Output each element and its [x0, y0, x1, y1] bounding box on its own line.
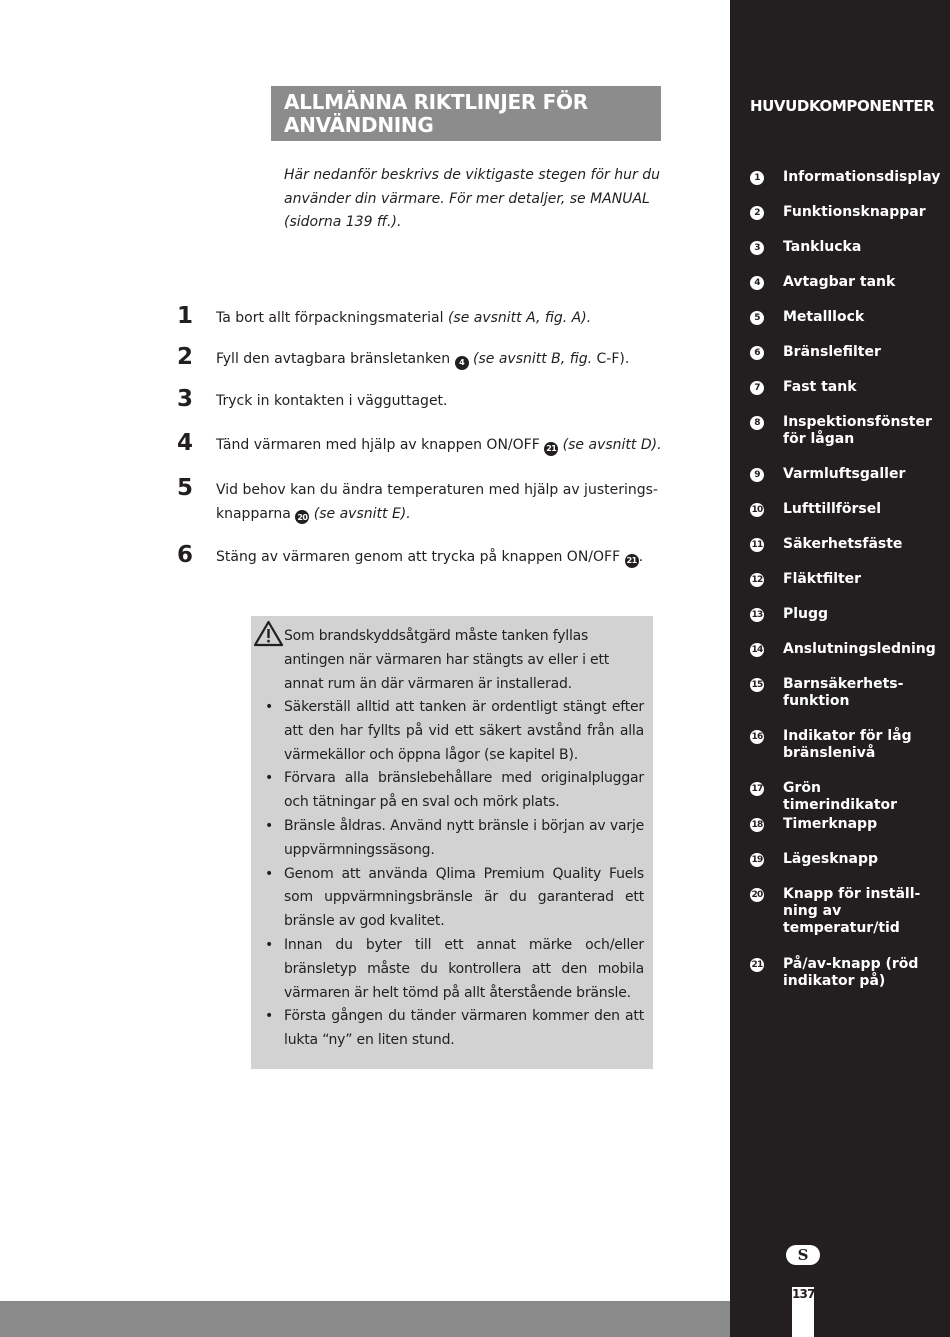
warning-bullet: • Innan du byter till ett annat märke och/eller bränsletyp måste du kontrollera att den mobila värmaren är helt tömd på allt återstående bränsle. — [284, 934, 644, 1005]
component-number-badge: 5 — [750, 311, 764, 325]
warning-bullet: • Första gången du tänder värmaren kommer den att lukta “ny” en liten stund. — [284, 1005, 644, 1053]
component-number-badge: 15 — [751, 680, 763, 690]
component-label: Informationsdisplay — [783, 169, 941, 185]
components-sidebar — [730, 0, 950, 1337]
component-ref-badge: 21 — [544, 442, 558, 456]
component-item — [750, 728, 950, 762]
warning-intro: Som brandskyddsåtgärd måste tanken fyllas antingen när värmaren har stängts av eller i ett annat rum än där värmaren är installerad. — [284, 628, 610, 692]
title-box — [271, 86, 661, 141]
component-label: Inspektionsfönster för lågan — [783, 414, 932, 447]
step-number: 5 — [177, 475, 194, 501]
warning-bullet: • Förvara alla bränslebehållare med originalpluggar och tätningar på en sval och mörk plats. — [284, 767, 644, 815]
component-label: Plugg — [783, 606, 829, 622]
component-item — [750, 466, 950, 483]
component-item — [750, 501, 950, 518]
component-label: Fläktfilter — [783, 571, 862, 587]
component-item — [750, 606, 950, 623]
step-text: Fyll den avtagbara bränsletanken 4 (se avsnitt B, fig. C-F). — [216, 348, 664, 372]
component-number-badge: 19 — [751, 855, 763, 865]
component-number-badge: 16 — [751, 732, 763, 742]
component-number-badge: 2 — [750, 206, 764, 220]
component-item — [750, 676, 950, 710]
component-number-badge: 13 — [751, 610, 763, 620]
step-text: Vid behov kan du ändra temperaturen med hjälp av justerings-knapparna 20 (se avsnitt E). — [216, 479, 664, 526]
component-item — [750, 414, 950, 448]
component-item — [750, 851, 950, 868]
component-ref-badge: 21 — [625, 554, 639, 568]
component-number-badge: 17 — [751, 784, 763, 794]
component-number-badge: 11 — [751, 540, 763, 550]
component-number-badge: 9 — [750, 468, 764, 482]
sidebar-title: HUVUDKOMPONENTER — [750, 97, 935, 115]
component-label: Avtagbar tank — [783, 274, 896, 290]
component-item — [750, 344, 950, 361]
component-ref-badge: 20 — [295, 510, 309, 524]
component-item — [750, 239, 950, 256]
component-label: Timerknapp — [783, 816, 878, 832]
warning-triangle-icon — [253, 620, 284, 647]
component-number-badge: 14 — [751, 645, 763, 655]
component-label: Indikator för låg bränslenivå — [783, 728, 912, 761]
component-label: Tanklucka — [783, 239, 862, 255]
step-text: Tänd värmaren med hjälp av knappen ON/OFF 21 (se avsnitt D). — [216, 434, 664, 458]
intro-text: Här nedanför beskrivs de viktigaste stegen för hur du använder din värmare. För mer detaljer, se MANUAL (sidorna 139 ff.). — [284, 167, 660, 230]
component-item — [750, 274, 950, 291]
component-item — [750, 816, 950, 833]
language-badge: S — [786, 1245, 820, 1265]
component-number-badge: 10 — [751, 505, 763, 515]
step-number: 6 — [177, 542, 194, 568]
component-item — [750, 379, 950, 396]
component-item — [750, 169, 950, 186]
component-label: Fast tank — [783, 379, 857, 395]
component-label: Knapp för inställ-ning av temperatur/tid — [783, 886, 921, 936]
page-number: 137 — [792, 1287, 815, 1301]
component-label: Säkerhetsfäste — [783, 536, 903, 552]
component-item — [750, 886, 950, 937]
component-label: Metalllock — [783, 309, 865, 325]
warning-list — [284, 696, 644, 1053]
warning-bullet: • Säkerställ alltid att tanken är ordentligt stängt efter att den har fyllts på vid ett säkert avstånd från alla värmekällor och öppna lågor (se kapitel B). — [284, 696, 644, 767]
step-number: 4 — [177, 430, 194, 456]
step-text: Ta bort allt förpackningsmaterial (se avsnitt A, fig. A). — [216, 310, 592, 326]
component-number-badge: 1 — [750, 171, 764, 185]
component-number-badge: 21 — [751, 960, 763, 970]
component-number-badge: 18 — [751, 820, 763, 830]
component-item — [750, 204, 950, 221]
component-item — [750, 780, 950, 814]
warning-bullet: • Bränsle åldras. Använd nytt bränsle i början av varje uppvärmningssäsong. — [284, 815, 644, 863]
component-item — [750, 536, 950, 553]
component-number-badge: 7 — [750, 381, 764, 395]
footer-bar — [0, 1301, 730, 1337]
component-label: Barnsäkerhets-funktion — [783, 676, 904, 709]
component-number-badge: 6 — [750, 346, 764, 360]
step-text: Stäng av värmaren genom att trycka på knappen ON/OFF 21 . — [216, 546, 664, 570]
component-label: Lufttillförsel — [783, 501, 881, 517]
component-item — [750, 641, 950, 658]
component-ref-badge: 4 — [455, 356, 469, 370]
step-number: 1 — [177, 303, 194, 329]
warning-bullet: • Genom att använda Qlima Premium Quality Fuels som uppvärmningsbränsle är du garanterad ett bränsle av god kvalitet. — [284, 863, 644, 934]
component-label: Anslutningsledning — [783, 641, 936, 657]
step-number: 2 — [177, 344, 194, 370]
component-item — [750, 571, 950, 588]
component-number-badge: 8 — [750, 416, 764, 430]
step-number: 3 — [177, 386, 194, 412]
component-number-badge: 4 — [750, 276, 764, 290]
step-text: Tryck in kontakten i vägguttaget. — [216, 393, 448, 409]
component-number-badge: 20 — [751, 890, 763, 900]
page-title: ALLMÄNNA RIKTLINJER FÖR ANVÄNDNING — [284, 90, 588, 137]
component-label: Varmluftsgaller — [783, 466, 906, 482]
component-number-badge: 3 — [750, 241, 764, 255]
component-label: Lägesknapp — [783, 851, 878, 867]
component-item — [750, 309, 950, 326]
component-label: Grön timerindikator — [783, 780, 898, 813]
component-label: På/av-knapp (röd indikator på) — [783, 956, 919, 989]
component-item — [750, 956, 950, 990]
component-label: Bränslefilter — [783, 344, 881, 360]
component-number-badge: 12 — [751, 575, 763, 585]
component-label: Funktionsknappar — [783, 204, 926, 220]
warning-box — [251, 616, 653, 1069]
